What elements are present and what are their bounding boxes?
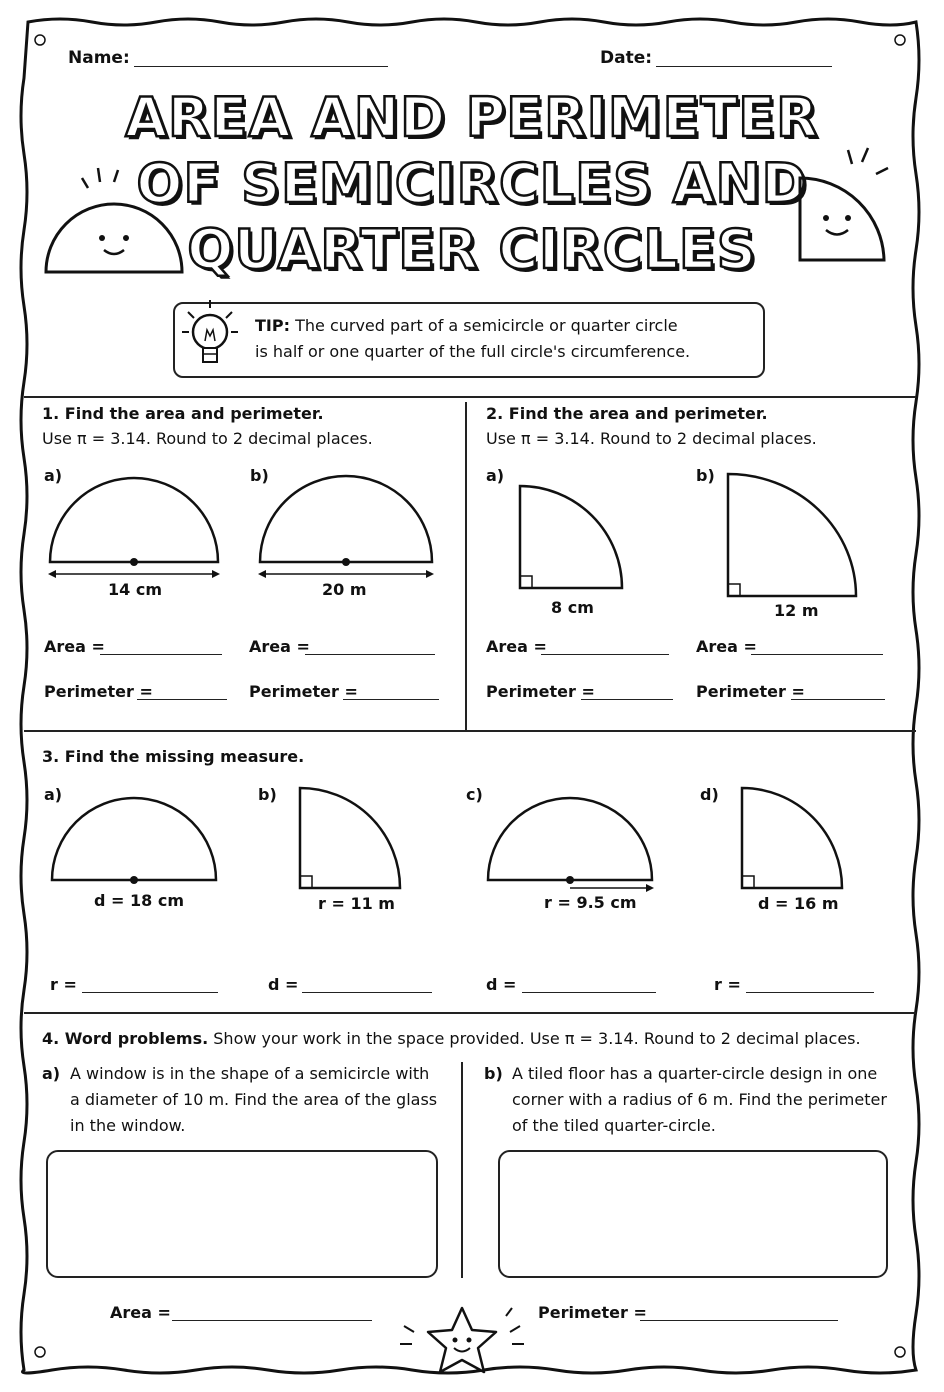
q4-a-label: a) xyxy=(42,1064,61,1083)
q2-a-area-field[interactable] xyxy=(541,654,669,655)
q3-c-measure: r = 9.5 cm xyxy=(544,893,637,912)
q2-heading: 2. Find the area and perimeter. xyxy=(486,404,768,423)
q2-a-measure: 8 cm xyxy=(551,598,594,617)
name-label: Name: xyxy=(68,48,130,68)
q1-a-perimeter-label: Perimeter = xyxy=(44,682,153,701)
q3-b-label: b) xyxy=(258,785,277,804)
q4-a-work-box[interactable] xyxy=(46,1150,438,1278)
tip-box xyxy=(173,302,765,378)
q4-heading xyxy=(42,1029,861,1048)
title-line-3: QUARTER CIRCLES xyxy=(187,218,757,281)
q1-b-area-label: Area = xyxy=(249,637,310,656)
q2-b-quarter-circle xyxy=(720,466,865,602)
q3-d-answer-label: r = xyxy=(714,975,741,994)
q3-heading: 3. Find the missing measure. xyxy=(42,747,305,766)
q1-a-semicircle xyxy=(40,470,230,580)
q4-a-line-1: A window is in the shape of a semicircle with xyxy=(70,1064,430,1083)
q4-a-line-2: a diameter of 10 m. Find the area of the glass xyxy=(70,1090,438,1109)
q4-a-area-label: Area = xyxy=(110,1303,171,1322)
q3-b-answer-label: d = xyxy=(268,975,299,994)
q2-a-perimeter-label: Perimeter = xyxy=(486,682,595,701)
q1-a-area-label: Area = xyxy=(44,637,105,656)
smiley-semicircle-icon xyxy=(40,160,190,280)
q4-b-work-box[interactable] xyxy=(498,1150,888,1278)
q1-a-area-field[interactable] xyxy=(100,654,222,655)
q3-b-measure: r = 11 m xyxy=(318,894,395,913)
q1-heading: 1. Find the area and perimeter. xyxy=(42,404,324,423)
q3-c-semicircle xyxy=(482,790,662,894)
divider-q4 xyxy=(24,1012,916,1014)
q1-b-perimeter-label: Perimeter = xyxy=(249,682,358,701)
q4-b-perimeter-field[interactable] xyxy=(640,1320,838,1321)
q2-b-area-field[interactable] xyxy=(751,654,883,655)
q3-c-label: c) xyxy=(466,785,483,804)
q2-a-perimeter-field[interactable] xyxy=(581,699,673,700)
q2-b-perimeter-label: Perimeter = xyxy=(696,682,805,701)
q1-b-semicircle xyxy=(250,470,440,580)
name-field[interactable] xyxy=(134,66,388,67)
smiling-star-icon xyxy=(392,1300,532,1380)
q3-a-label: a) xyxy=(44,785,63,804)
q4-a-area-field[interactable] xyxy=(172,1320,372,1321)
q3-d-quarter-circle xyxy=(734,782,850,892)
q4-b-perimeter-label: Perimeter = xyxy=(538,1303,647,1322)
q1-a-label: a) xyxy=(44,466,63,485)
q3-a-semicircle xyxy=(44,790,224,890)
q4-heading-bold: 4. Word problems. xyxy=(42,1029,209,1048)
q4-a-line-3: in the window. xyxy=(70,1116,186,1135)
q2-b-label: b) xyxy=(696,466,715,485)
q3-a-measure: d = 18 cm xyxy=(94,891,184,910)
q2-a-label: a) xyxy=(486,466,505,485)
q2-a-quarter-circle xyxy=(512,478,632,594)
q2-b-measure: 12 m xyxy=(774,601,819,620)
q3-b-quarter-circle xyxy=(292,782,408,892)
q1-b-label: b) xyxy=(250,466,269,485)
q1-b-perimeter-field[interactable] xyxy=(343,699,439,700)
q3-d-measure: d = 16 m xyxy=(758,894,839,913)
date-label: Date: xyxy=(600,48,653,68)
q2-b-perimeter-field[interactable] xyxy=(791,699,885,700)
q4-b-label: b) xyxy=(484,1064,503,1083)
q2-a-area-label: Area = xyxy=(486,637,547,656)
q2-b-area-label: Area = xyxy=(696,637,757,656)
q1-b-measure: 20 m xyxy=(322,580,367,599)
q3-c-answer-label: d = xyxy=(486,975,517,994)
q1-b-area-field[interactable] xyxy=(305,654,435,655)
q3-a-answer-label: r = xyxy=(50,975,77,994)
q3-d-answer-field[interactable] xyxy=(746,992,874,993)
divider-q3 xyxy=(24,730,916,732)
q3-d-label: d) xyxy=(700,785,719,804)
title-line-2: OF SEMICIRCLES AND xyxy=(136,152,808,215)
q3-b-answer-field[interactable] xyxy=(302,992,432,993)
q4-b-line-1: A tiled floor has a quarter-circle design in one xyxy=(512,1064,878,1083)
divider-top xyxy=(24,396,916,398)
date-field[interactable] xyxy=(656,66,832,67)
q1-instructions: Use π = 3.14. Round to 2 decimal places. xyxy=(42,429,373,448)
q1-a-measure: 14 cm xyxy=(108,580,162,599)
divider-q4-columns xyxy=(461,1062,463,1278)
q3-a-answer-field[interactable] xyxy=(82,992,218,993)
tip-label: TIP: xyxy=(255,316,290,335)
q3-c-answer-field[interactable] xyxy=(522,992,656,993)
smiley-quarter-circle-icon xyxy=(790,140,900,270)
tip-text-1: The curved part of a semicircle or quarter circle xyxy=(295,316,678,335)
q4-b-line-3: of the tiled quarter-circle. xyxy=(512,1116,716,1135)
q1-a-perimeter-field[interactable] xyxy=(137,699,227,700)
lightbulb-icon xyxy=(180,296,244,378)
divider-q1-q2 xyxy=(465,402,467,730)
q4-heading-rest: Show your work in the space provided. Use π = 3.14. Round to 2 decimal places. xyxy=(213,1029,861,1048)
q4-b-line-2: corner with a radius of 6 m. Find the perimeter xyxy=(512,1090,887,1109)
q2-instructions: Use π = 3.14. Round to 2 decimal places. xyxy=(486,429,817,448)
title-line-1: AREA AND PERIMETER xyxy=(125,86,819,149)
tip-line-1 xyxy=(255,316,678,335)
tip-line-2: is half or one quarter of the full circle's circumference. xyxy=(255,342,691,361)
